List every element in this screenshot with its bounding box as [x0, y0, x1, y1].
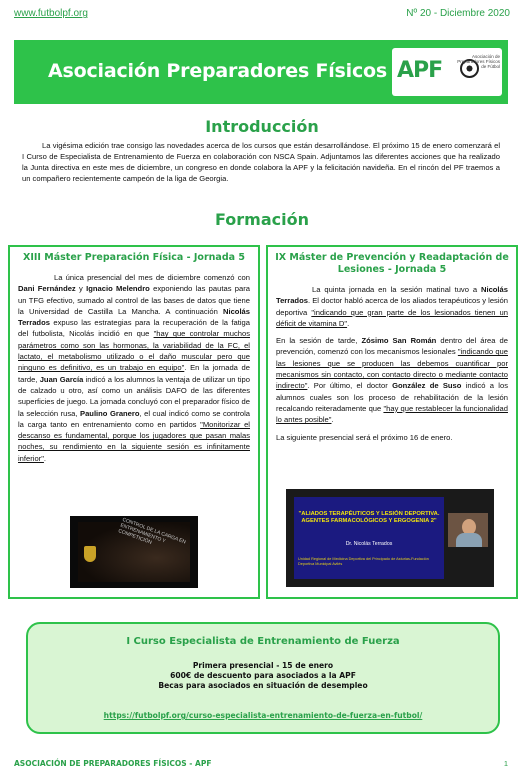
quote: "indicando que las lesiones que se producen las debemos cuantificar por mecanismos sin contacto, con contacto directo o mediante contacto indirecto" — [276, 347, 508, 391]
text-run: . Por último, el doctor — [307, 381, 388, 391]
speaker-name: Nicolás Terrados — [18, 306, 250, 328]
speaker-shirt — [456, 533, 482, 547]
quote: "hay que controlar muchos parámetros como son las hormonas, la variabilidad de la FC, el lactato, el metabolismo utilizado o el daño muscular pero que ninguno es definitivo, es un trabajo en equipo" — [18, 329, 250, 373]
intro-text: La vigésima edición trae consigo las novedades acerca de los cursos que están desarrollándose. El próximo 15 de enero comenzará el I Curso de Especialista de Entrenamiento de Fuerza en colaboración con NSCA Spain. Adjuntamos las diferentes acciones que ha realizado la Junta directiva en este mes de diciembre, un congreso en donde colabora la APF y la felicitación navideña. En el rincón del PF traemos a un compañero recientemente campeón de la liga de Georgia. — [22, 141, 500, 183]
slide-footer: Unidad Regional de Medicina Deportiva del Principado de Asturias-Fundación Deportiva Municipal Avilés — [298, 557, 429, 566]
text-run: . — [347, 318, 350, 328]
quote: "indicando que gran parte de los lesionados tienen un déficit de vitamina D" — [276, 307, 508, 328]
course-grants: Becas para asociados en situación de desempleo — [158, 681, 368, 690]
header-banner — [14, 40, 508, 104]
top-line — [14, 8, 510, 24]
text-run: . — [331, 415, 334, 425]
apf-logo — [392, 48, 502, 96]
text-run: expuso las estrategias para la recuperación de la fatiga del futbolista, Nicolás incidió en que — [18, 318, 250, 339]
course-announcement — [26, 622, 500, 734]
quote: "Monitorizar el descanso es fundamental, porque los jugadores que pasan malas noches, su rendimiento en la siguiente sesión es infinitamente inferior" — [18, 419, 250, 463]
text-run: . El doctor habló acerca de los aliados terapéuticos y lesión deportiva — [276, 296, 508, 317]
lecture-photo — [70, 516, 198, 588]
videoconference-screenshot — [286, 489, 494, 587]
page-footer — [14, 759, 510, 771]
footer-label: ASOCIACIÓN DE PREPARADORES FÍSICOS - APF — [14, 759, 212, 768]
slide-text: CONTROL DE LA CARGA EN ENTRENAMIENTO Y COMPETICIÓN — [117, 516, 187, 546]
slide-title: "ALIADOS TERAPÉUTICOS Y LESIÓN DEPORTIVA. AGENTES FARMACOLÓGICOS Y ERGOGENIA 2" — [298, 511, 440, 524]
master-prevencion-text — [276, 284, 508, 443]
intro-heading: Introducción — [205, 117, 319, 136]
text-run: . — [43, 453, 47, 463]
course-link[interactable]: https://futbolpf.org/curso-especialista-entrenamiento-de-fuerza-en-futbol/ — [103, 711, 423, 720]
text-run: dentro del área de prevención, comenzó con los mecanismos lesionales — [276, 336, 508, 357]
text-run: y — [79, 284, 83, 294]
speaker-name: Nicolás Terrados — [276, 285, 508, 306]
speaker-name: Paulino Granero — [80, 408, 140, 418]
speaker-name: Zósimo San Román — [361, 336, 437, 346]
text-run: En la sesión de tarde, — [276, 336, 358, 346]
logo-text: APF — [397, 58, 443, 83]
formacion-heading: Formación — [215, 210, 309, 229]
speaker-name: Ignacio Melendro — [86, 284, 150, 294]
speaker-name: González de Suso — [392, 381, 462, 391]
speaker-name: Dani Fernández — [18, 284, 76, 294]
next-session-text: La siguiente presencial será el próximo 16 de enero. — [276, 432, 453, 442]
logo-tagline: Asociación de Preparadores Físicos de Fútbol — [457, 54, 500, 69]
master-preparacion-text — [18, 272, 250, 464]
text-run: La única presencial del mes de diciembre comenzó con — [54, 273, 250, 282]
course-discount: 600€ de descuento para asociados a la APF — [170, 671, 356, 680]
course-date: Primera presencial - 15 de enero — [192, 661, 334, 670]
page-number: 1 — [503, 759, 508, 768]
quote: "hay que restablecer la funcionalidad lo antes posible" — [276, 403, 508, 425]
master-preparacion-title: XIII Máster Preparación Física - Jornada 5 — [23, 252, 245, 263]
text-run: . En la jornada de tarde, — [18, 363, 250, 384]
speaker-webcam — [448, 513, 488, 547]
text-run: indicó a los alumnos cuales son los proceso de rehabilitación de la lesión recalcando reiteradamente que — [276, 381, 509, 413]
text-run: La quinta jornada en la sesión matinal tuvo a — [312, 285, 478, 294]
page-title: Asociación Preparadores Físicos — [48, 60, 388, 82]
text-run: indicó a los alumnos la ventaja de utilizar un tipo de calzado u otro, así como un análisis DAFO de las diferentes superficies de juego. La jornada concluyó con el preparador físico de la selección rusa, — [18, 374, 250, 418]
crest-icon — [84, 546, 96, 562]
speaker-name: Juan García — [39, 374, 84, 384]
website-link[interactable]: www.futbolpf.org — [14, 8, 88, 19]
text-run: exponiendo las pautas para un TFG efectivo, sumado al control de las bases de datos que tiene la Universidad de Castilla La Mancha. A continuación — [18, 284, 250, 316]
course-title: I Curso Especialista de Entrenamiento de Fuerza — [126, 636, 400, 647]
issue-label: Nº 20 - Diciembre 2020 — [406, 8, 510, 19]
master-prevencion-title: IX Máster de Prevención y Readaptación de Lesiones - Jornada 5 — [275, 252, 509, 275]
text-run: , el cual indicó como se controla la carga tanto en entrenamiento como en partidos — [18, 408, 250, 429]
slide-author: Dr. Nicolás Terrados — [345, 541, 393, 547]
